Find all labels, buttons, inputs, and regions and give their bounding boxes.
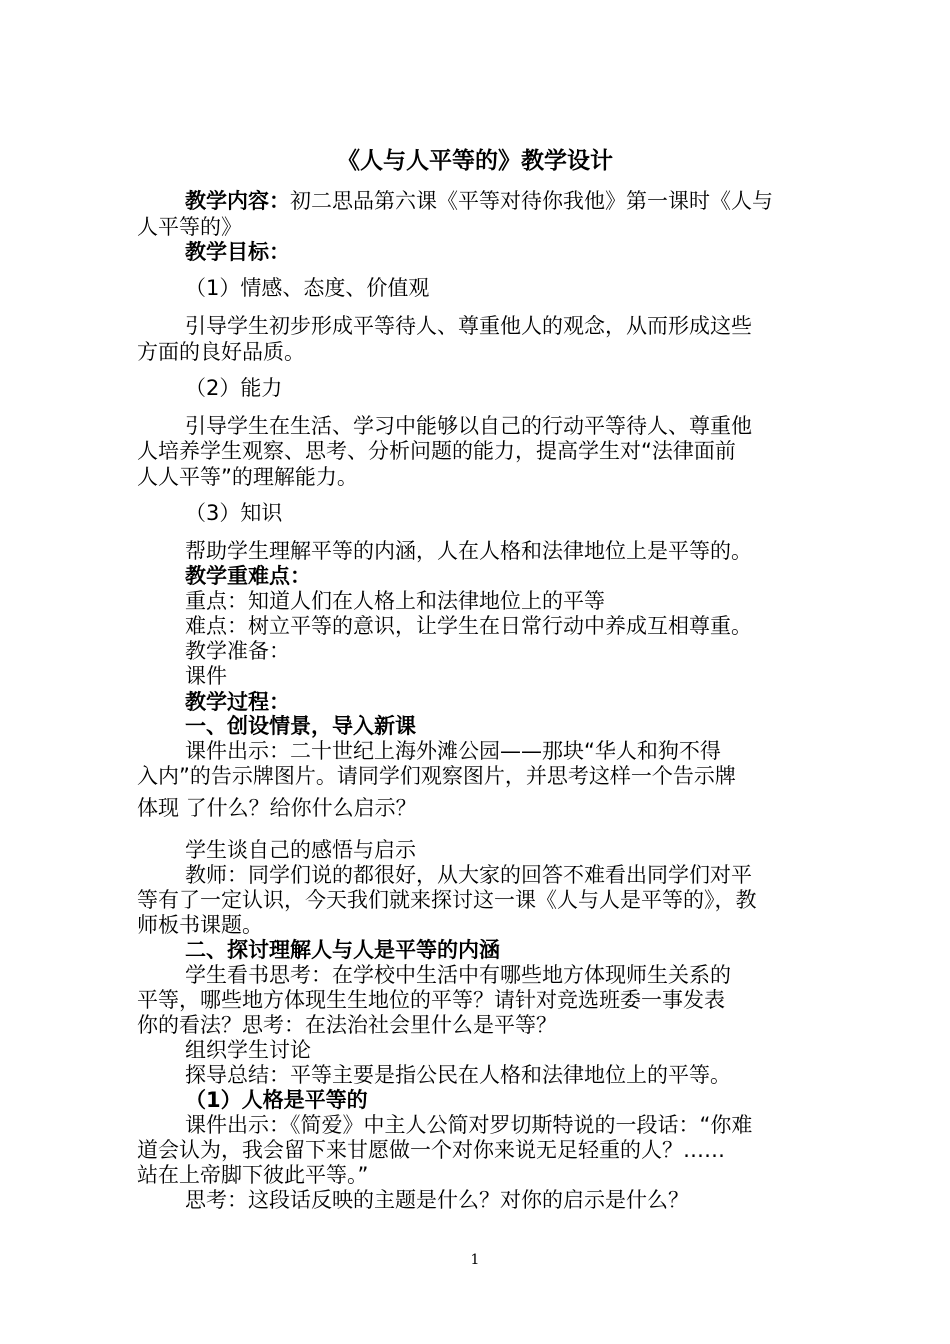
content-line: 平等，哪些地方体现生生地位的平等？请针对竞选班委一事发表 bbox=[137, 988, 725, 1012]
content-line: 探导总结：平等主要是指公民在人格和法律地位上的平等。 bbox=[185, 1063, 731, 1087]
content-line: 你的看法？思考：在法治社会里什么是平等？ bbox=[137, 1013, 557, 1037]
content-line: 难点：树立平等的意识，让学生在日常行动中养成互相尊重。 bbox=[185, 614, 752, 638]
content-line: 等有了一定认识，今天我们就来探讨这一课《人与人是平等的》，教 bbox=[137, 888, 757, 912]
content-line: 学生看书思考：在学校中生活中有哪些地方体现师生关系的 bbox=[185, 963, 731, 987]
sub-heading: （1）人格是平等的 bbox=[185, 1088, 368, 1112]
content-line: 站在上帝脚下彼此平等。” bbox=[137, 1163, 369, 1187]
content-line: 人培养学生观察、思考、分析问题的能力，提高学生对“法律面前 bbox=[137, 439, 736, 463]
content-line: 引导学生在生活、学习中能够以自己的行动平等待人、尊重他 bbox=[185, 414, 752, 438]
content-line: 课件出示：二十世纪上海外滩公园——那块“华人和狗不得 bbox=[185, 739, 721, 763]
section-heading: 二、探讨理解人与人是平等的内涵 bbox=[185, 938, 500, 962]
content-line: 师板书课题。 bbox=[137, 913, 263, 937]
section-heading: 一、创设情景，导入新课 bbox=[185, 714, 416, 738]
content-line: 人人平等”的理解能力。 bbox=[137, 465, 358, 489]
content-line: 方面的良好品质。 bbox=[137, 340, 305, 364]
content-line: 课件 bbox=[185, 664, 227, 688]
content-line: 组织学生讨论 bbox=[185, 1038, 311, 1062]
content-line: 课件出示：《简爱》中主人公简对罗切斯特说的一段话：“你难 bbox=[185, 1113, 753, 1137]
content-line: 人平等的》 bbox=[137, 215, 242, 239]
content-line: 入内”的告示牌图片。请同学们观察图片，并思考这样一个告示牌 bbox=[137, 764, 736, 788]
teaching-content-text: 初二思品第六课《平等对待你我他》第一课时《人与 bbox=[290, 189, 773, 213]
page-number: 1 bbox=[470, 1252, 480, 1268]
content-line: 引导学生初步形成平等待人、尊重他人的观念，从而形成这些 bbox=[185, 314, 752, 338]
teaching-content-label: 教学内容： bbox=[185, 189, 290, 213]
content-line: 重点：知道人们在人格上和法律地位上的平等 bbox=[185, 589, 605, 613]
document-title: 《人与人平等的》教学设计 bbox=[337, 148, 613, 174]
content-line: 教师：同学们说的都很好，从大家的回答不难看出同学们对平 bbox=[185, 863, 752, 887]
content-line: 学生谈自己的感悟与启示 bbox=[185, 838, 416, 862]
section-heading: 教学重难点： bbox=[185, 564, 311, 588]
content-line: 教学准备： bbox=[185, 639, 290, 663]
content-line: 思考：这段话反映的主题是什么？对你的启示是什么？ bbox=[185, 1188, 689, 1212]
content-line: 帮助学生理解平等的内涵，人在人格和法律地位上是平等的。 bbox=[185, 539, 752, 563]
content-line: 道会认为，我会留下来甘愿做一个对你来说无足轻重的人？…… bbox=[137, 1138, 725, 1162]
section-heading: 教学过程： bbox=[185, 690, 290, 714]
sub-heading: （3）知识 bbox=[185, 501, 283, 525]
content-line bbox=[185, 187, 865, 215]
sub-heading: （1）情感、态度、价值观 bbox=[185, 276, 430, 300]
section-heading: 教学目标： bbox=[185, 240, 290, 264]
sub-heading: （2）能力 bbox=[185, 376, 283, 400]
content-line: 体现 了什么？给你什么启示？ bbox=[137, 796, 417, 820]
